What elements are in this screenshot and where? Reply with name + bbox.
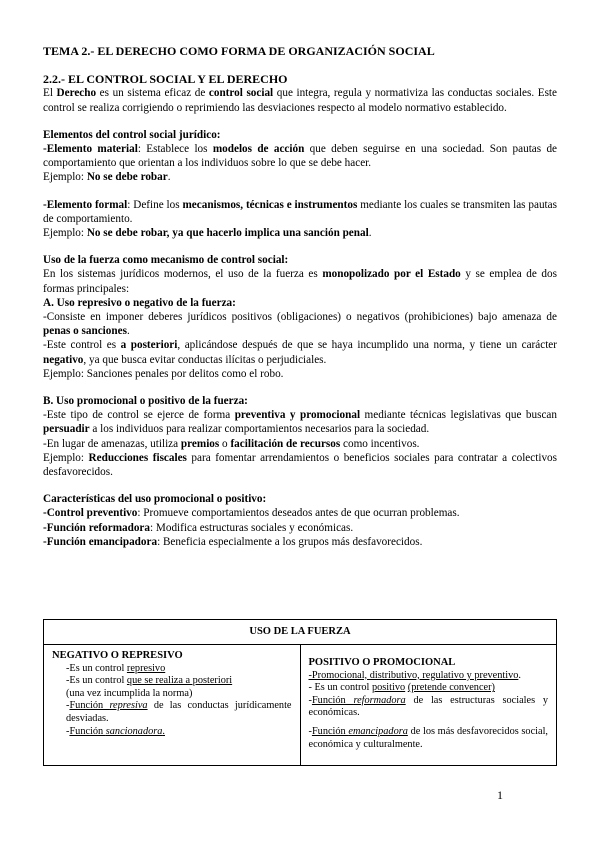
negativo-column [44,645,301,766]
elemento-material-example: Ejemplo: No se debe robar. [43,171,171,184]
positivo-line: - Es un control positivo (pretende convencer) [308,682,495,694]
document-page [43,44,557,549]
positivo-column [300,645,557,766]
page-number: 1 [497,788,503,802]
elemento-material: -Elemento material: Establece los modelos de acción que deben seguirse en una sociedad. Son pautas de comportamiento que orientan a los individuos sobre lo que se debe hacer. [43,143,558,170]
uso-represivo-heading: A. Uso represivo o negativo de la fuerza: [43,296,236,309]
negativo-line: -Función sancionadora. [66,725,165,737]
uso-fuerza-heading: Uso de la fuerza como mecanismo de control social: [43,254,289,267]
uso-represivo-item-2: -Este control es a posteriori, aplicándose después de que se haya incumplido una norma, y tiene un carácter negativo, ya que busca evitar conductas ilícitas o perjudiciales. [43,339,558,366]
negativo-line: -Función represiva de las conductas jurídicamente desviadas. [66,700,292,724]
caracteristica-item: -Función emancipadora: Beneficia especialmente a los grupos más desfavorecidos. [43,535,423,548]
uso-fuerza-table [43,619,557,766]
negativo-line: (una vez incumplida la norma) [66,687,193,699]
caracteristica-item: -Control preventivo: Promueve comportamientos deseados antes de que ocurran problemas. [43,507,460,520]
positivo-line: -Función emancipadora de los más desfavorecidos social, económica y culturalmente. [308,725,549,750]
uso-promocional-item-2: -En lugar de amenazas, utiliza premios o facilitación de recursos como incentivos. [43,437,420,450]
section-heading: 2.2.- EL CONTROL SOCIAL Y EL DERECHO [43,72,288,87]
positivo-title: POSITIVO O PROMOCIONAL [308,657,456,668]
table-header: USO DE LA FUERZA [44,620,557,645]
caracteristicas-heading: Características del uso promocional o positivo: [43,493,267,506]
uso-promocional-example: Ejemplo: Reducciones fiscales para fomentar arrendamientos o beneficios sociales para contratar a colectivos desfavorecidos. [43,451,557,479]
uso-represivo-item-1: -Consiste en imponer deberes jurídicos positivos (obligaciones) o negativos (prohibiciones) bajo amenaza de penas o sanciones. [43,311,557,338]
intro-paragraph: El Derecho es un sistema eficaz de control social que integra, regula y normativiza las conductas sociales. Este control se realiza corrigiendo o reprimiendo las desviaciones respecto al modelo normativo establecido. [43,87,557,114]
uso-represivo-example: Ejemplo: Sanciones penales por delitos como el robo. [43,367,284,380]
negativo-title: NEGATIVO O REPRESIVO [52,650,183,661]
positivo-line: -Promocional, distributivo, regulativo y preventivo. [308,669,521,681]
elemento-formal-example: Ejemplo: No se debe robar, ya que hacerlo implica una sanción penal. [43,227,372,240]
positivo-line: -Función reformadora de las estructuras sociales y económicas. [308,694,549,719]
uso-fuerza-intro: En los sistemas jurídicos modernos, el uso de la fuerza es monopolizado por el Estado y se emplea de dos formas principales: [43,268,557,295]
negativo-line: -Es un control que se realiza a posteriori [66,675,233,687]
elementos-heading: Elementos del control social jurídico: [43,128,221,141]
negativo-line: -Es un control represivo [66,662,166,674]
document-title: TEMA 2.- EL DERECHO COMO FORMA DE ORGANIZACIÓN SOCIAL [43,44,435,58]
elemento-formal: -Elemento formal: Define los mecanismos, técnicas e instrumentos mediante los cuales se transmiten las pautas de comportamiento. [43,198,557,225]
uso-promocional-item-1: -Este tipo de control se ejerce de forma preventiva y promocional mediante técnicas legislativas que buscan persuadir a los individuos para realizar comportamientos necesarios para la sociedad. [43,409,557,436]
caracteristica-item: -Función reformadora: Modifica estructuras sociales y económicas. [43,521,354,534]
uso-promocional-heading: B. Uso promocional o positivo de la fuerza: [43,395,248,408]
